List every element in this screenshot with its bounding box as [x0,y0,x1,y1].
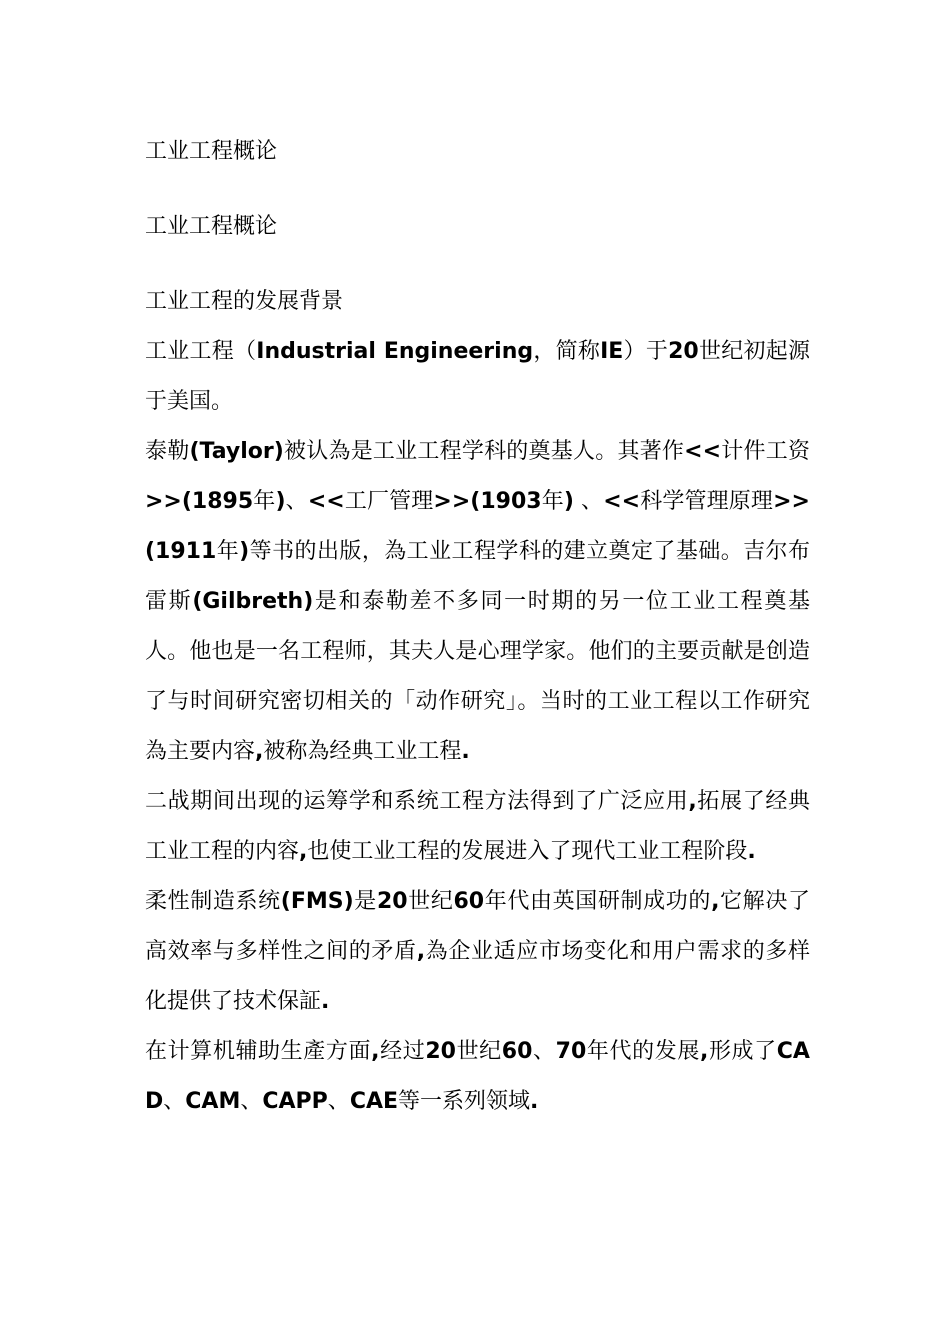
document-subtitle: 工业工程概论 [145,214,278,239]
paragraph-cad-cam: 在计算机辅助生產方面,经过20世纪60、70年代的发展,形成了CAD、CAM、CAPP、CAE等一系列领域. [145,1039,810,1114]
spacer [145,177,810,202]
document-body [145,127,810,1127]
section-heading: 工业工程的发展背景 [145,289,344,314]
document-title: 工业工程概论 [145,139,278,164]
spacer [145,252,810,277]
paragraph-fms: 柔性制造系统(FMS)是20世纪60年代由英国研制成功的,它解决了高效率与多样性之间的矛盾,為企业适应市场变化和用户需求的多样化提供了技术保証. [145,889,810,1014]
paragraph-origin: 工业工程（Industrial Engineering，简称IE）于20世纪初起源于美国。 [145,339,810,414]
paragraph-taylor-gilbreth: 泰勒(Taylor)被认為是工业工程学科的奠基人。其著作<<计件工资>>(1895年)、<<工厂管理>>(1903年) 、<<科学管理原理>>(1911年)等书的出版，為工业工程学科的建立奠定了基础。吉尔布雷斯(Gilbreth)是和泰勒差不多同一时期的另一位工业工程奠基人。他也是一名工程师，其夫人是心理学家。他们的主要贡献是创造了与时间研究密切相关的「动作研究」。当时的工业工程以工作研究為主要内容,被称為经典工业工程. [145,439,810,764]
paragraph-modern-ie: 二战期间出现的运筹学和系统工程方法得到了广泛应用,拓展了经典工业工程的内容,也使工业工程的发展进入了现代工业工程阶段. [145,789,810,864]
